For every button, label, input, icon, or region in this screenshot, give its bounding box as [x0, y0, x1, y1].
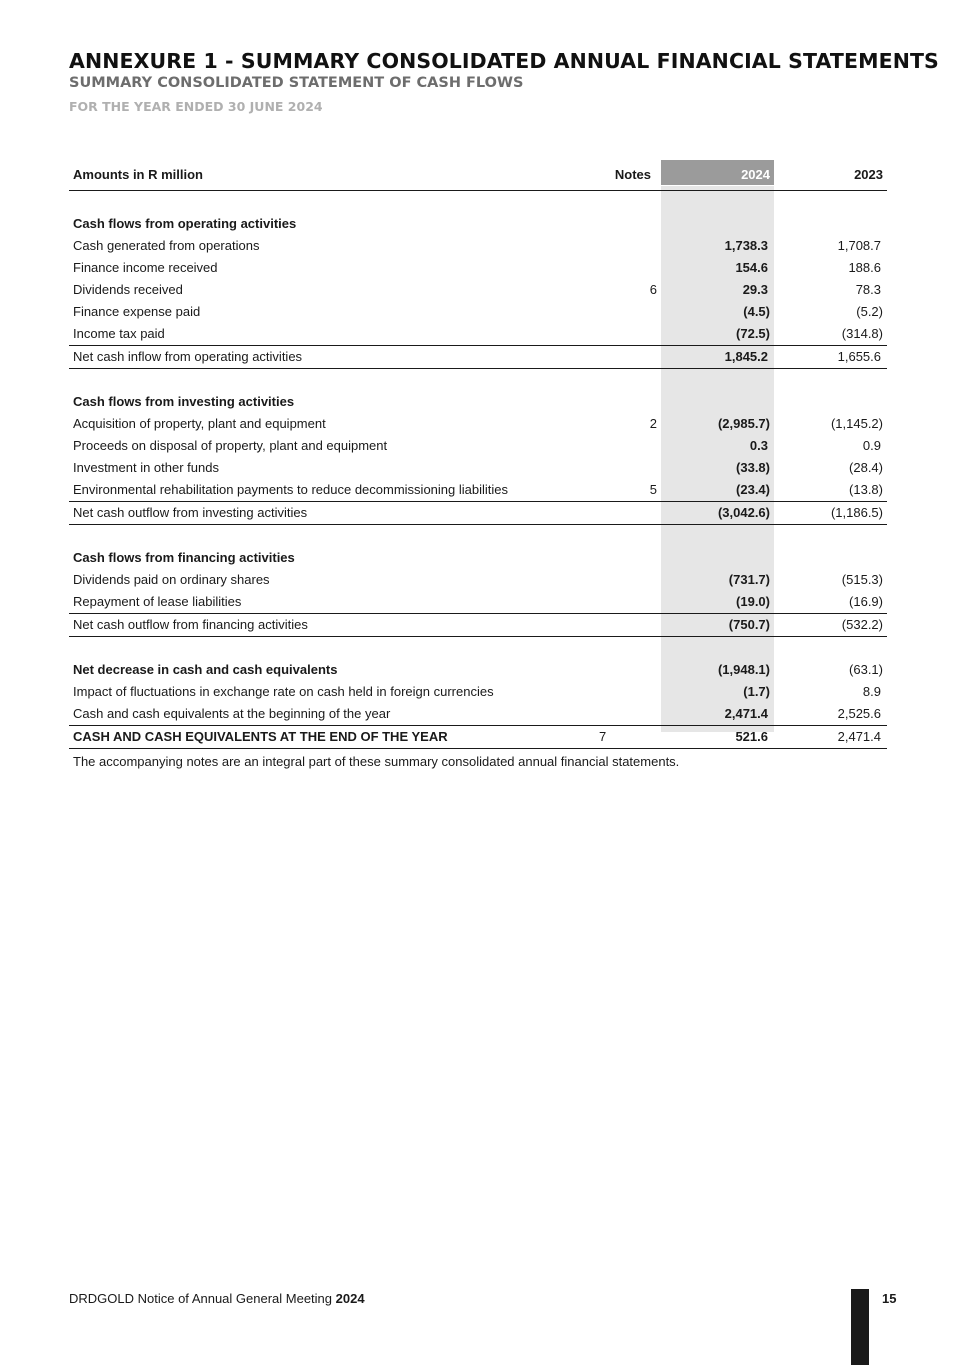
row-value-2024: 521.6 [661, 726, 774, 749]
subtotal-row [69, 614, 887, 637]
row-label: Acquisition of property, plant and equipment [73, 416, 326, 431]
row-label: Environmental rehabilitation payments to reduce decommissioning liabilities [73, 482, 508, 497]
cash-flow-table [69, 160, 887, 749]
investing-heading: Cash flows from investing activities [73, 394, 295, 409]
row-value-2023: 1,708.7 [837, 238, 881, 253]
row-note [595, 591, 661, 614]
row-value-2024: (1,948.1) [717, 662, 770, 677]
table-row [69, 301, 887, 323]
row-label: CASH AND CASH EQUIVALENTS AT THE END OF THE YEAR [69, 726, 595, 749]
row-label: Net cash outflow from financing activities [69, 614, 595, 637]
row-note [595, 346, 661, 369]
table-row [69, 413, 887, 435]
row-value-2024: 29.3 [742, 282, 768, 297]
row-value-2023: 2,525.6 [837, 706, 881, 721]
row-note: 2 [649, 416, 657, 431]
spacer-row [69, 525, 887, 548]
row-note [595, 614, 661, 637]
row-note [595, 569, 661, 591]
row-value-2023: 1,655.6 [774, 346, 887, 369]
subtotal-row [69, 502, 887, 525]
row-label: Proceeds on disposal of property, plant and equipment [73, 438, 388, 453]
grand-total-row [69, 726, 887, 749]
row-value-2023: (314.8) [841, 326, 883, 341]
table-row [69, 591, 887, 614]
row-value-2024: 0.3 [749, 438, 768, 453]
spacer-row [69, 369, 887, 392]
row-value-2024: (3,042.6) [661, 502, 774, 525]
table-row [69, 279, 887, 301]
statement-subtitle: SUMMARY CONSOLIDATED STATEMENT OF CASH FLOWS [69, 75, 524, 91]
financing-heading: Cash flows from financing activities [73, 550, 295, 565]
column-header-label: Amounts in R million [69, 160, 595, 191]
row-label: Income tax paid [73, 326, 165, 341]
table-row [69, 435, 887, 457]
table-row [69, 479, 887, 502]
row-label: Net decrease in cash and cash equivalents [73, 662, 338, 677]
subtotal-row [69, 346, 887, 369]
table-row [69, 659, 887, 681]
row-value-2023: (16.9) [849, 594, 883, 609]
row-note [595, 257, 661, 279]
row-label: Net cash outflow from investing activities [69, 502, 595, 525]
row-label: Investment in other funds [73, 460, 219, 475]
row-label: Finance income received [73, 260, 218, 275]
row-note [595, 502, 661, 525]
table-header-row [69, 160, 887, 191]
row-value-2024: (33.8) [736, 460, 770, 475]
row-value-2023: 2,471.4 [774, 726, 887, 749]
footer-year: 2024 [335, 1291, 365, 1306]
footer-text: DRDGOLD Notice of Annual General Meeting [69, 1291, 333, 1306]
table-row [69, 569, 887, 591]
row-note: 5 [649, 482, 657, 497]
row-value-2024: 2,471.4 [724, 706, 768, 721]
row-label: Dividends paid on ordinary shares [73, 572, 270, 587]
table-row [69, 457, 887, 479]
column-header-2023: 2023 [774, 160, 887, 191]
column-header-2024: 2024 [661, 160, 774, 191]
row-value-2023: 8.9 [862, 684, 881, 699]
row-value-2023: (1,186.5) [774, 502, 887, 525]
operating-heading: Cash flows from operating activities [73, 216, 297, 231]
row-note [595, 435, 661, 457]
section-heading-row [69, 547, 887, 569]
row-note [595, 457, 661, 479]
row-note [595, 703, 661, 726]
row-note [595, 659, 661, 681]
table-row [69, 703, 887, 726]
row-note [595, 235, 661, 257]
section-heading-row [69, 391, 887, 413]
table-row [69, 257, 887, 279]
row-label: Dividends received [73, 282, 183, 297]
table-row [69, 323, 887, 346]
row-value-2024: (750.7) [661, 614, 774, 637]
row-value-2023: 188.6 [848, 260, 881, 275]
statement-period: FOR THE YEAR ENDED 30 JUNE 2024 [69, 99, 323, 114]
page-marker-bar [851, 1289, 869, 1365]
row-value-2024: 154.6 [735, 260, 768, 275]
spacer-row [69, 191, 887, 214]
row-value-2023: (28.4) [849, 460, 883, 475]
row-value-2023: (63.1) [849, 662, 883, 677]
row-value-2024: 1,738.3 [724, 238, 768, 253]
accompanying-notes-statement: The accompanying notes are an integral part of these summary consolidated annual financial statements. [73, 754, 680, 769]
row-note [595, 681, 661, 703]
row-label: Impact of fluctuations in exchange rate on cash held in foreign currencies [73, 684, 494, 699]
row-note [595, 301, 661, 323]
row-note: 6 [649, 282, 657, 297]
page-number: 15 [882, 1291, 897, 1306]
table-row [69, 235, 887, 257]
row-value-2024: (72.5) [736, 326, 770, 341]
row-value-2023: (515.3) [841, 572, 883, 587]
row-value-2023: (532.2) [774, 614, 887, 637]
row-value-2023: (13.8) [849, 482, 883, 497]
row-value-2024: (2,985.7) [717, 416, 770, 431]
row-note: 7 [595, 726, 661, 749]
row-value-2024: (19.0) [736, 594, 770, 609]
page-footer [69, 1291, 365, 1306]
row-value-2024: (4.5) [743, 304, 770, 319]
row-label: Repayment of lease liabilities [73, 594, 242, 609]
row-value-2023: 0.9 [862, 438, 881, 453]
row-value-2023: 78.3 [855, 282, 881, 297]
row-value-2024: (1.7) [743, 684, 770, 699]
row-value-2023: (1,145.2) [830, 416, 883, 431]
document-title: ANNEXURE 1 - SUMMARY CONSOLIDATED ANNUAL FINANCIAL STATEMENTS [69, 49, 939, 73]
row-label: Cash generated from operations [73, 238, 260, 253]
spacer-row [69, 637, 887, 660]
column-header-notes: Notes [595, 160, 661, 191]
row-label: Net cash inflow from operating activities [69, 346, 595, 369]
row-label: Cash and cash equivalents at the beginning of the year [73, 706, 391, 721]
row-label: Finance expense paid [73, 304, 201, 319]
section-heading-row [69, 213, 887, 235]
row-value-2024: (23.4) [736, 482, 770, 497]
table-row [69, 681, 887, 703]
row-value-2024: (731.7) [728, 572, 770, 587]
row-value-2023: (5.2) [856, 304, 883, 319]
row-value-2024: 1,845.2 [661, 346, 774, 369]
row-note [595, 323, 661, 346]
